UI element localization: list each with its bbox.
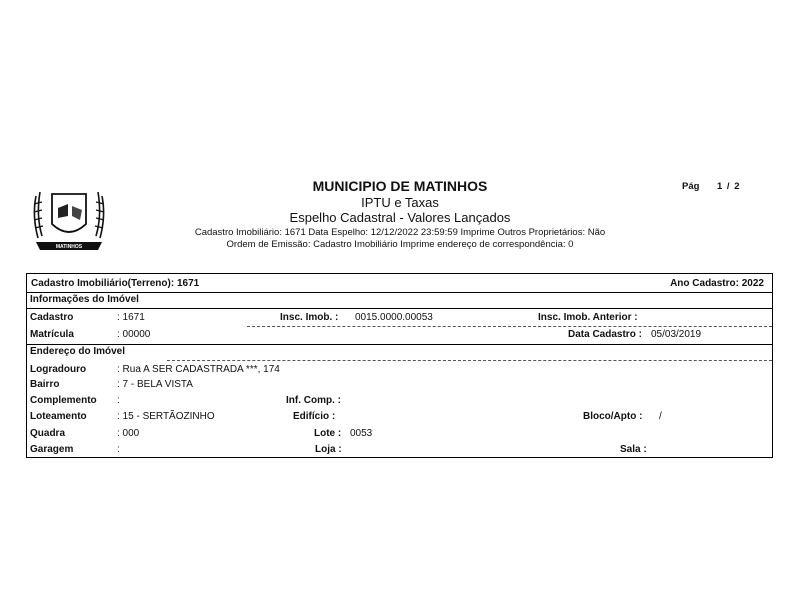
quadra-value: : 000 [117, 428, 140, 439]
insc-imob-value: 0015.0000.00053 [355, 312, 433, 323]
matricula-value: : 00000 [117, 329, 151, 340]
matricula-label: Matrícula [30, 329, 74, 340]
section-informacoes: Informações do Imóvel [30, 294, 139, 305]
municipality-title: MUNICIPIO DE MATINHOS [312, 178, 488, 194]
cadastro-label: Cadastro [30, 312, 74, 323]
logradouro-label: Logradouro [30, 364, 87, 375]
loja-label: Loja : [315, 444, 342, 455]
quadra-label: Quadra [30, 428, 66, 439]
bairro-value: : 7 - BELA VISTA [117, 379, 193, 390]
report-info-line-1: Cadastro Imobiliário: 1671 Data Espelho: 12/12/2022 23:59:59 Imprime Outros Proprietários: Não [194, 227, 606, 238]
edificio-label: Edifício : [293, 411, 336, 422]
cadastro-value: : 1671 [117, 312, 145, 323]
insc-imob-label: Insc. Imob. : [280, 312, 339, 323]
report-title: Espelho Cadastral - Valores Lançados [289, 210, 511, 225]
garagem-label: Garagem [30, 444, 74, 455]
sala-label: Sala : [620, 444, 647, 455]
bloco-apto-label: Bloco/Apto : [583, 411, 643, 422]
property-record-table [26, 273, 773, 458]
page-label: Pág [682, 181, 700, 192]
report-subtitle: IPTU e Taxas [361, 195, 439, 210]
table-title: Cadastro Imobiliário(Terreno): 1671 [31, 278, 200, 289]
loteamento-value: : 15 - SERTÃOZINHO [117, 411, 215, 422]
lote-label: Lote : [314, 428, 342, 439]
data-cadastro-value: 05/03/2019 [651, 329, 702, 340]
report-info-line-2: Ordem de Emissão: Cadastro Imobiliário Imprime endereço de correspondência: 0 [226, 239, 574, 250]
complemento-value: : [117, 395, 120, 406]
data-cadastro-label: Data Cadastro : [568, 329, 642, 340]
section-endereco: Endereço do Imóvel [30, 346, 126, 357]
loteamento-label: Loteamento [30, 411, 87, 422]
garagem-value: : [117, 444, 120, 455]
complemento-label: Complemento [30, 395, 97, 406]
logradouro-value: : Rua A SER CADASTRADA ***, 174 [117, 364, 280, 375]
bloco-apto-value: / [659, 411, 662, 422]
page-number: 1 / 2 [717, 181, 741, 192]
inf-comp-label: Inf. Comp. : [286, 395, 341, 406]
bairro-label: Bairro [30, 379, 60, 390]
crest-banner-text: MATINHOS [55, 244, 83, 250]
ano-cadastro: Ano Cadastro: 2022 [670, 278, 764, 289]
insc-imob-anterior-label: Insc. Imob. Anterior : [538, 312, 638, 323]
lote-value: 0053 [350, 428, 373, 439]
